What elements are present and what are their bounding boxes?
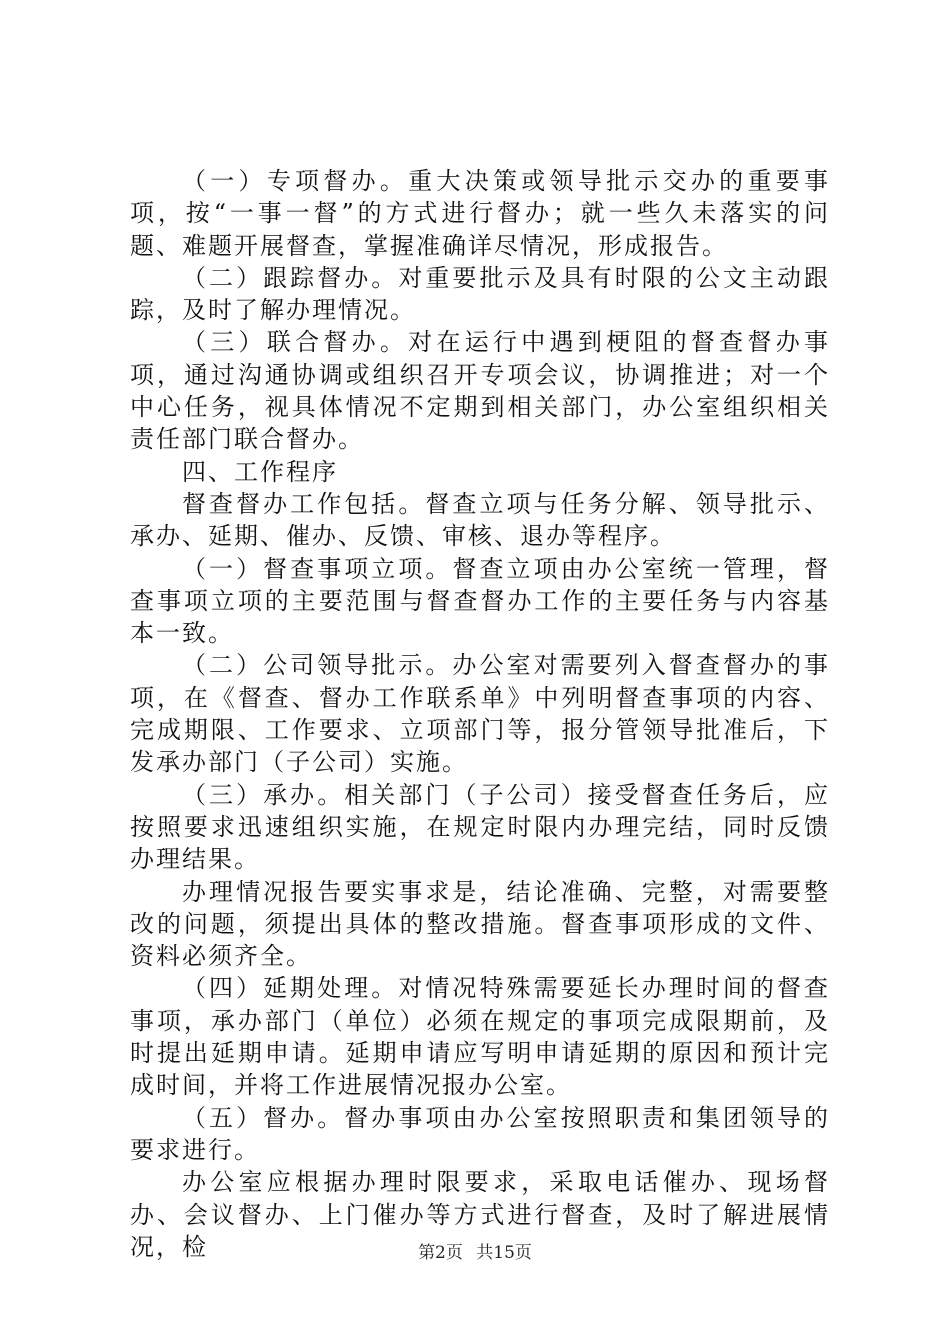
paragraph-undertaking: （三）承办。相关部门（子公司）接受督查任务后，应按照要求迅速组织实施，在规定时限内办理完结，同时反馈办理结果。 [130, 780, 830, 874]
page-total: 共15页 [476, 1243, 532, 1263]
page-footer [0, 1242, 950, 1264]
section-heading-procedure: 四、工作程序 [182, 457, 338, 486]
paragraph-supervision-tracking: （二）跟踪督办。对重要批示及具有时限的公文主动跟踪，及时了解办理情况。 [130, 263, 830, 325]
paragraph-project-approval: （一）督查事项立项。督查立项由办公室统一管理，督查事项立项的主要范围与督查督办工作的主要任务与内容基本一致。 [130, 554, 830, 648]
paragraph-procedure-intro: 督查督办工作包括。督查立项与任务分解、领导批示、承办、延期、催办、反馈、审核、退办等程序。 [130, 489, 830, 551]
paragraph-supervision-joint: （三）联合督办。对在运行中遇到梗阻的督查督办事项，通过沟通协调或组织召开专项会议，协调推进；对一个中心任务，视具体情况不定期到相关部门，办公室组织相关责任部门联合督办。 [130, 328, 830, 454]
page-number: 第2页 [418, 1243, 463, 1263]
paragraph-urging: （五）督办。督办事项由办公室按照职责和集团领导的要求进行。 [130, 1103, 830, 1164]
document-body [130, 165, 830, 1263]
paragraph-urging-methods: 办公室应根据办理时限要求，采取电话催办、现场督办、会议督办、上门催办等方式进行督查，及时了解进展情况，检 [130, 1168, 830, 1261]
paragraph-extension: （四）延期处理。对情况特殊需要延长办理时间的督查事项，承办部门（单位）必须在规定的事项完成限期前，及时提出延期申请。延期申请应写明申请延期的原因和预计完成时间，并将工作进展情况报办公室。 [130, 974, 830, 1100]
paragraph-report-requirements: 办理情况报告要实事求是，结论准确、完整，对需要整改的问题，须提出具体的整改措施。督查事项形成的文件、资料必须齐全。 [130, 877, 830, 971]
paragraph-supervision-special: （一）专项督办。重大决策或领导批示交办的重要事项，按“一事一督”的方式进行督办；就一些久未落实的问题、难题开展督查，掌握准确详尽情况，形成报告。 [130, 167, 830, 260]
paragraph-leader-instruction: （二）公司领导批示。办公室对需要列入督查督办的事项，在《督查、督办工作联系单》中列明督查事项的内容、完成期限、工作要求、立项部门等，报分管领导批准后，下发承办部门（子公司）实施。 [130, 651, 830, 777]
